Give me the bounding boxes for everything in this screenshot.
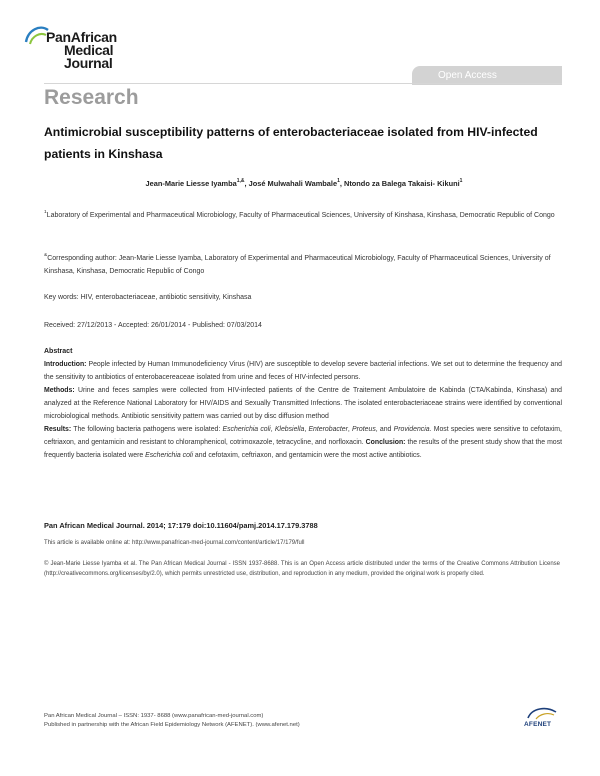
section-label: Research — [44, 86, 139, 109]
author-2-sup: 1 — [337, 178, 340, 184]
footer-line-2: Published in partnership with the African Field Epidemiology Network (AFENET). (www.afenet.net) — [44, 722, 300, 729]
abstract-results-conclusion — [44, 424, 562, 463]
footer-line-1: Pan African Medical Journal – ISSN: 1937- 8688 (www.panafrican-med-journal.com) — [44, 713, 264, 719]
methods-text: Urine and feces samples were collected from HIV-infected patients of the Centre de Traitement Ambulatoire de Kabinda (CTA/Kabinda, Kinshasa) and analyzed at the Reference National Laboratory for HIV/AIDS and Sexually Transmitted Infections. The isolated enterobacteriaceae strains were identified by conventional microbiological methods. Antibiotic sensitivity pattern was carried out by disc diffusion method — [44, 386, 562, 420]
affiliation — [44, 206, 560, 222]
afenet-label: AFENET — [524, 721, 552, 728]
abstract-heading: Abstract — [44, 348, 73, 355]
methods-label: Methods: — [44, 386, 75, 394]
results-post: . Most species were sensitive to cefotaxim, ceftriaxon, and gentamicin and resistant to chloramphenicol, cotrimoxazole, tetracycline, and norfloxacin. — [44, 425, 562, 446]
keywords: Key words: HIV, enterobacteriaceae, antibiotic sensitivity, Kinshasa — [44, 294, 252, 301]
copyright-notice: © Jean-Marie Liesse Iyamba et al. The Pan African Medical Journal - ISSN 1937-8688. This is an Open Access article distributed under the terms of the Creative Commons Attribution License (http://creativecommons.org/licenses/by/2.0), which permits unrestricted use, distribution, and reproduction in any medium, provided the original work is properly cited. — [44, 561, 560, 577]
pathogen-5: Providencia — [393, 425, 430, 433]
header-rule — [44, 83, 562, 84]
author-3-sup: 1 — [459, 178, 463, 184]
conclusion-post: and cefotaxim, ceftriaxon, and gentamicin were the most active antibiotics. — [193, 451, 422, 459]
corresponding-author — [44, 249, 560, 278]
pathogen-sep-2: , — [304, 425, 309, 433]
pathogen-sep-1: , — [270, 425, 275, 433]
pathogen-sep-4: , and — [375, 425, 394, 433]
citation: Pan African Medical Journal. 2014; 17:179 doi:10.11604/pamj.2014.17.179.3788 — [44, 521, 318, 530]
author-list: Jean-Marie Liesse Iyamba$^{1,\&}$, José Mulwahali Wambale$^1$, Ntondo za Balega Takaisi- Kikuni$^1$ — [145, 178, 463, 188]
affiliation-text: Laboratory of Experimental and Pharmaceutical Microbiology, Faculty of Pharmaceutical Sciences, University of Kinshasa, Kinshasa, Democratic Republic of Congo — [46, 212, 555, 219]
afenet-globe-icon — [522, 706, 562, 722]
conclusion-pre: the results of the present study show that the most frequently bacteria isolated were — [44, 438, 563, 459]
intro-label: Introduction: — [44, 360, 87, 368]
corresponding-sup: & — [44, 253, 48, 258]
intro-text: People infected by Human Immunodeficiency Virus (HIV) are susceptible to develop severe bacterial infections. We set out to determine the frequency and the sensitivity to antibiotics of enterobacereaceae isolated from urine and feces of HIV-infected persons. — [44, 360, 562, 381]
pathogen-4: Proteus — [352, 425, 376, 433]
article-title: Antimicrobial susceptibility patterns of enterobacteriaceae isolated from HIV-infected patients in Kinshasa — [44, 125, 538, 161]
pathogen-1: Escherichia coli — [222, 425, 271, 433]
affiliation-sup: 1 — [44, 210, 47, 215]
author-3: Ntondo za Balega Takaisi- Kikuni — [343, 179, 460, 188]
article-dates: Received: 27/12/2013 - Accepted: 26/01/2014 - Published: 07/03/2014 — [44, 322, 262, 329]
results-label: Results: — [44, 425, 72, 433]
abstract — [44, 346, 562, 463]
pathogen-sep-3: , — [347, 425, 353, 433]
corresponding-text: Corresponding author: Jean-Marie Liesse Iyamba, Laboratory of Experimental and Pharmaceutical Microbiology, Faculty of Pharmaceutical Sciences, University of Kinshasa, Kinshasa, Democratic Republic of Congo — [44, 255, 551, 275]
author-1: Jean-Marie Liesse Iyamba — [145, 179, 237, 188]
journal-logo — [22, 22, 132, 77]
abstract-methods — [44, 385, 562, 424]
logo-line-2: Medical — [64, 42, 114, 58]
pathogen-3: Enterobacter — [308, 425, 348, 433]
afenet-logo — [522, 706, 562, 732]
page-footer — [44, 712, 504, 731]
conclusion-species: Escherichia coli — [145, 451, 193, 459]
author-2: José Mulwahali Wambale — [248, 179, 338, 188]
logo-line-1: PanAfrican — [46, 29, 117, 45]
results-pre: The following bacteria pathogens were isolated: — [71, 425, 223, 433]
abstract-intro — [44, 359, 562, 385]
conclusion-label: Conclusion: — [365, 438, 406, 446]
pathogen-2: Klebsiella — [274, 425, 305, 433]
author-1-sup: 1,& — [236, 178, 245, 184]
logo-line-3: Journal — [64, 55, 113, 71]
open-access-label: Open Access — [438, 70, 497, 81]
online-link[interactable]: This article is available online at: http://www.panafrican-med-journal.com/content/article/17/179/full — [44, 540, 305, 546]
